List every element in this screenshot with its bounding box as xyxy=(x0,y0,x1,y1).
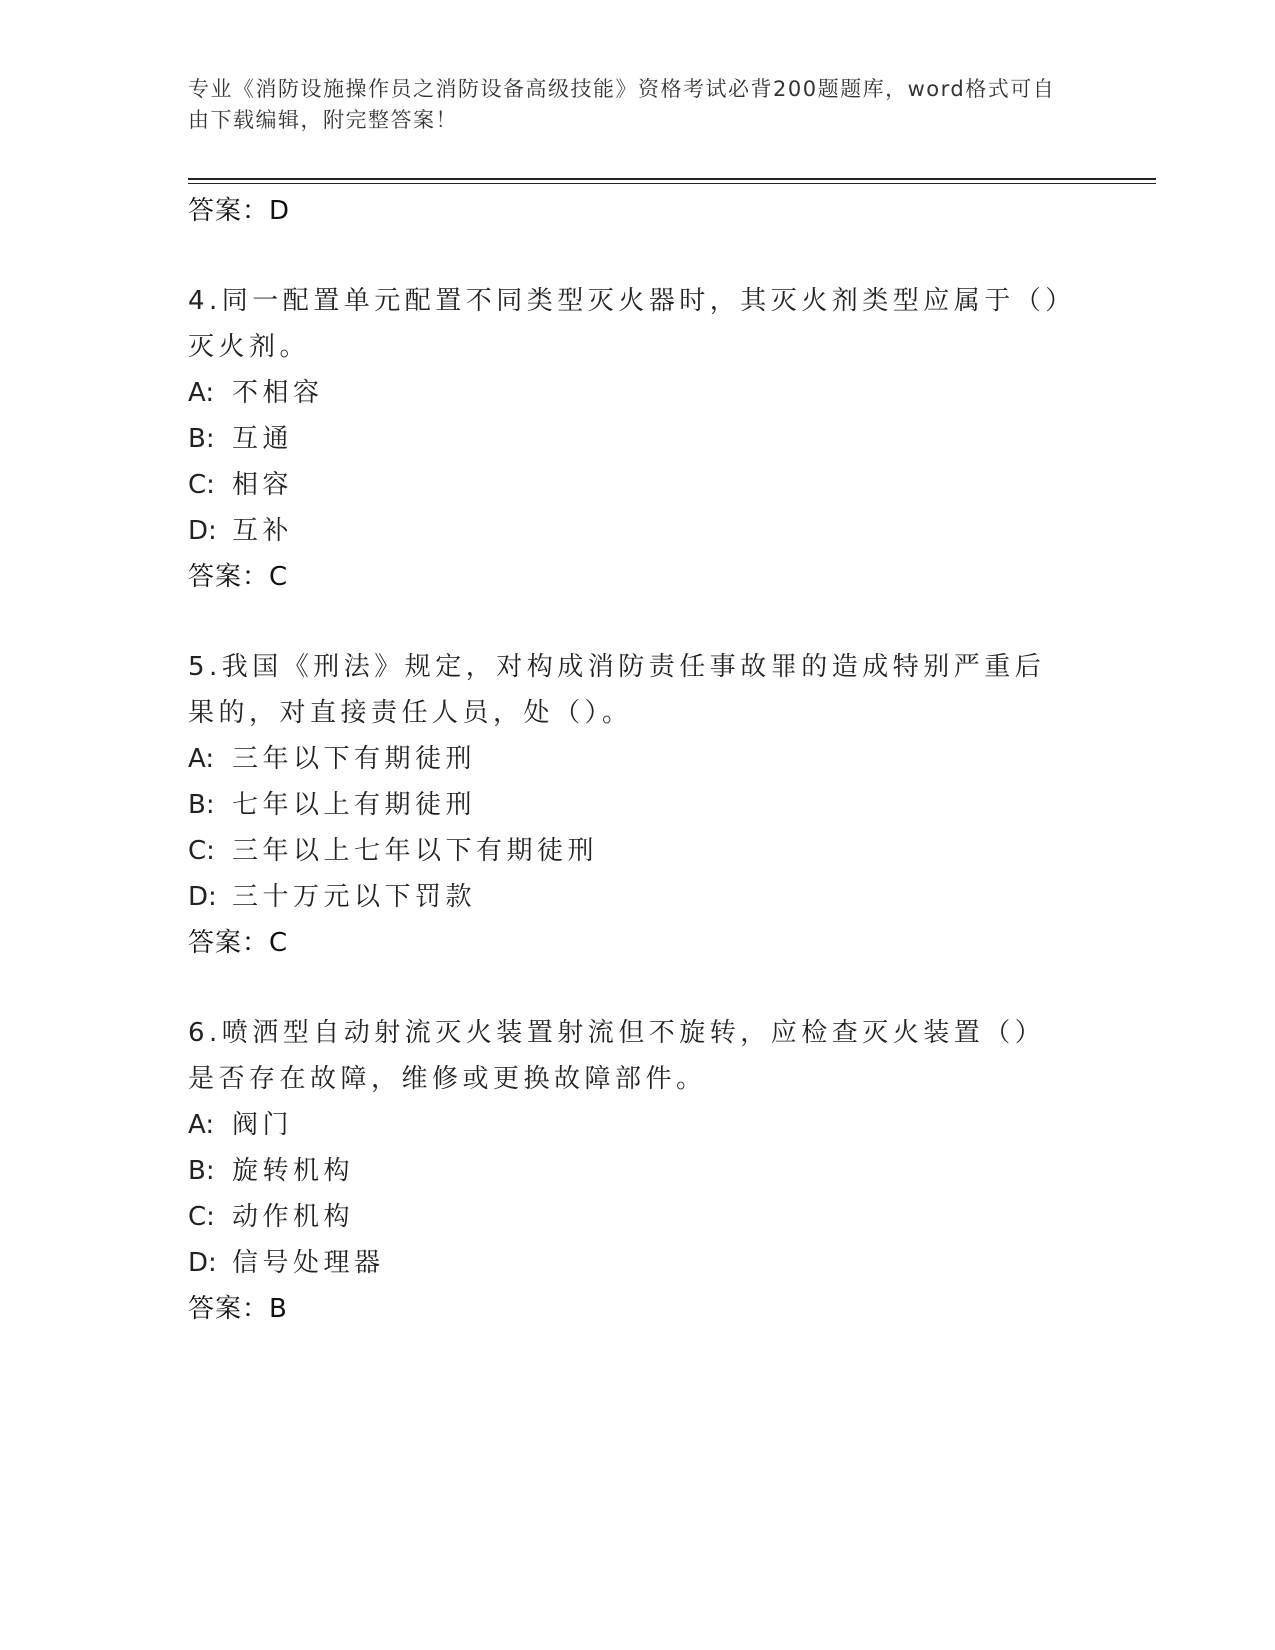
option-d xyxy=(188,1240,1068,1286)
question-text: 5.我国《刑法》规定，对构成消防责任事故罪的造成特别严重后果的，对直接责任人员，处（）。 xyxy=(188,652,1046,728)
option-text: 相容 xyxy=(232,470,294,500)
option-key: B: xyxy=(188,1156,215,1186)
option-c xyxy=(188,828,1068,874)
option-d xyxy=(188,874,1068,920)
option-key: C: xyxy=(188,1202,215,1232)
answer-line: 答案：B xyxy=(188,1294,288,1324)
option-text: 旋转机构 xyxy=(232,1156,355,1186)
option-c xyxy=(188,462,1068,508)
option-text: 三十万元以下罚款 xyxy=(232,882,477,912)
previous-answer: 答案：D xyxy=(188,196,291,226)
option-key: D: xyxy=(188,882,217,912)
option-b xyxy=(188,1148,1068,1194)
option-text: 阀门 xyxy=(232,1110,294,1140)
question-text: 4.同一配置单元配置不同类型灭火器时，其灭火剂类型应属于（）灭火剂。 xyxy=(188,286,1063,362)
option-key: A: xyxy=(188,378,215,408)
option-text: 七年以上有期徒刑 xyxy=(232,790,477,820)
option-key: B: xyxy=(188,424,215,454)
option-key: D: xyxy=(188,516,217,546)
option-text: 三年以上七年以下有期徒刑 xyxy=(232,836,599,866)
answer-line: 答案：C xyxy=(188,562,289,592)
option-text: 互补 xyxy=(232,516,294,546)
header-divider-thick xyxy=(188,178,1156,180)
option-key: B: xyxy=(188,790,215,820)
question-block xyxy=(188,1010,1068,1332)
option-text: 信号处理器 xyxy=(232,1248,385,1278)
header-divider-thin xyxy=(188,183,1156,184)
option-a xyxy=(188,1102,1068,1148)
question-text: 6.喷洒型自动射流灭火装置射流但不旋转，应检查灭火装置（）是否存在故障，维修或更换故障部件。 xyxy=(188,1018,1046,1094)
option-c xyxy=(188,1194,1068,1240)
option-text: 不相容 xyxy=(232,378,324,408)
document-header: 专业《消防设施操作员之消防设备高级技能》资格考试必背200题题库，word格式可自由下载编辑，附完整答案！ xyxy=(188,77,1056,132)
option-key: A: xyxy=(188,744,215,774)
answer-line: 答案：C xyxy=(188,928,289,958)
question-block xyxy=(188,644,1068,966)
option-d xyxy=(188,508,1068,554)
question-list xyxy=(188,188,1068,1332)
option-a xyxy=(188,370,1068,416)
option-text: 互通 xyxy=(232,424,294,454)
option-key: A: xyxy=(188,1110,215,1140)
option-a xyxy=(188,736,1068,782)
option-b xyxy=(188,416,1068,462)
option-key: C: xyxy=(188,470,215,500)
option-key: D: xyxy=(188,1248,217,1278)
option-text: 三年以下有期徒刑 xyxy=(232,744,477,774)
option-key: C: xyxy=(188,836,215,866)
option-text: 动作机构 xyxy=(232,1202,355,1232)
question-block xyxy=(188,278,1068,600)
option-b xyxy=(188,782,1068,828)
